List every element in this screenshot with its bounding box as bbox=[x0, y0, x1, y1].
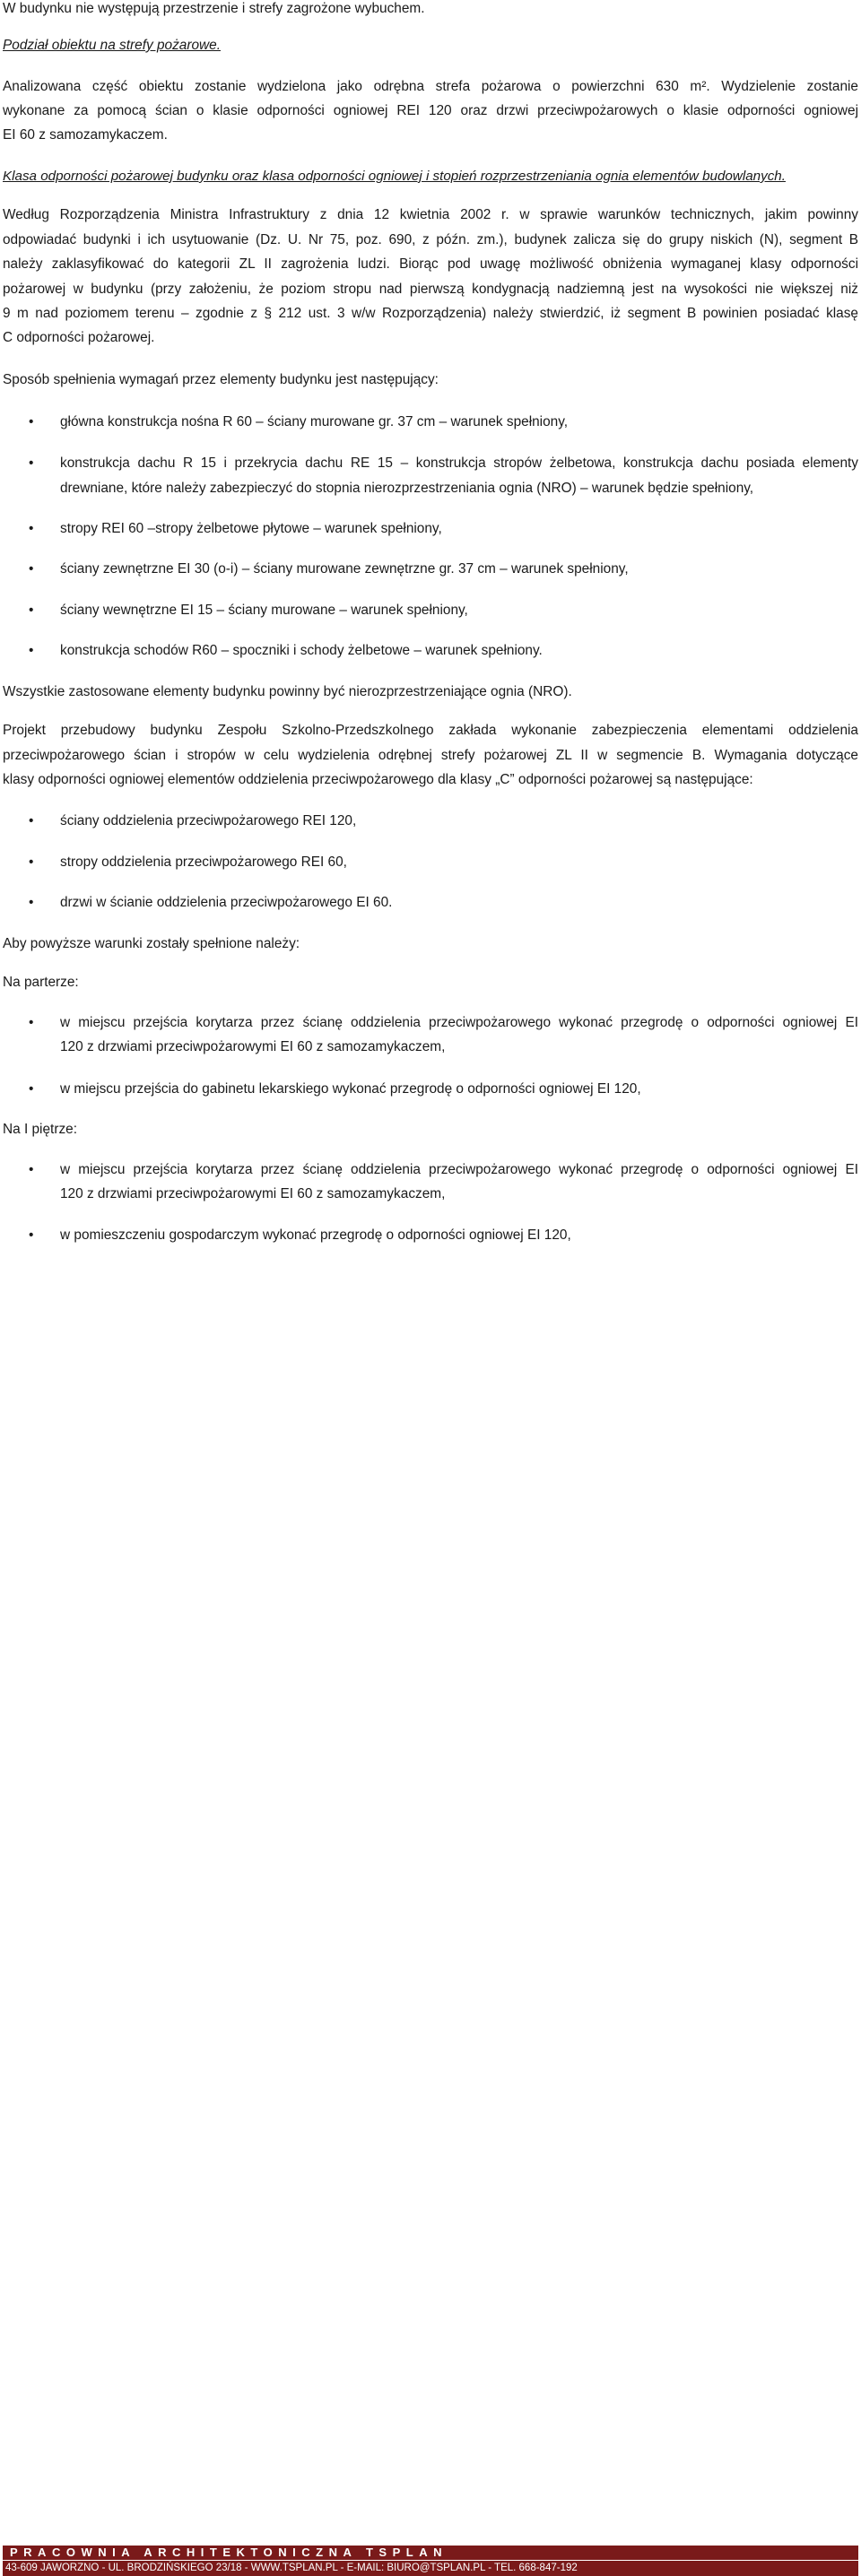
paragraph-regulation-line-2: odpowiadać budynki i ich usytuowanie (Dz. U. Nr 75, poz. 690, z późn. zm.), budynek zalicza się do grupy niskich (N), segment B bbox=[3, 232, 858, 247]
bullet-icon: • bbox=[29, 1227, 34, 1243]
label-first-floor: Na I piętrze: bbox=[3, 1122, 77, 1137]
list-item-separation-ceilings: stropy oddzielenia przeciwpożarowego REI 60, bbox=[60, 854, 347, 870]
list-item-medical-office: w miejscu przejścia do gabinetu lekarskiego wykonać przegrodę o odporności ogniowej EI 120, bbox=[60, 1081, 641, 1097]
bullet-icon: • bbox=[29, 561, 34, 577]
paragraph-regulation-line-4: pożarowej w budynku (przy założeniu, że poziom stropu nad pierwszą kondygnacją nadziemną jest na wysokości nie większej niż bbox=[3, 282, 858, 297]
paragraph-regulation-line-1: Według Rozporządzenia Ministra Infrastruktury z dnia 12 kwietnia 2002 r. w sprawie warunków technicznych, jakim powinny bbox=[3, 207, 858, 222]
bullet-icon: • bbox=[29, 1081, 34, 1097]
list-item-internal-walls: ściany wewnętrzne EI 15 – ściany murowane – warunek spełniony, bbox=[60, 603, 468, 618]
list-item-external-walls: ściany zewnętrzne EI 30 (o-i) – ściany murowane zewnętrzne gr. 37 cm – warunek spełniony, bbox=[60, 561, 629, 577]
bullet-icon: • bbox=[29, 603, 34, 618]
list-item-ground-corridor-line-1: w miejscu przejścia korytarza przez ścianę oddzielenia przeciwpożarowego wykonać przegrodę o odporności ogniowej EI bbox=[60, 1015, 858, 1030]
list-item-separation-doors: drzwi w ścianie oddzielenia przeciwpożarowego EI 60. bbox=[60, 895, 393, 910]
paragraph-regulation-line-5: 9 m nad poziomem terenu – zgodnie z § 212 ust. 3 w/w Rozporządzenia) należy stwierdzić, iż segment B powinien posiadać klasę bbox=[3, 306, 858, 321]
paragraph-zone-line-2: wykonane za pomocą ścian o klasie odporności ogniowej REI 120 oraz drzwi przeciwpożarowych o klasie odporności ogniowej bbox=[3, 103, 858, 118]
list-item-roof-structure-line-2: drewniane, które należy zabezpieczyć do stopnia nierozprzestrzeniania ognia (NRO) – warunek będzie spełniony, bbox=[60, 481, 754, 496]
heading-fire-resistance-class: Klasa odporności pożarowej budynku oraz klasa odporności ogniowej i stopień rozprzestrzeniania ognia elementów budowlanych. bbox=[3, 169, 786, 184]
bullet-icon: • bbox=[29, 1162, 34, 1177]
list-item-roof-structure-line-1: konstrukcja dachu R 15 i przekrycia dachu RE 15 – konstrukcja stropów żelbetowa, konstrukcja dachu posiada elementy bbox=[60, 455, 858, 471]
paragraph-regulation-line-6: C odporności pożarowej. bbox=[3, 330, 155, 345]
bullet-icon: • bbox=[29, 521, 34, 536]
footer-company-name: PRACOWNIA ARCHITEKTONICZNA TSPLAN bbox=[3, 2546, 858, 2560]
label-ground-floor: Na parterze: bbox=[3, 975, 79, 990]
heading-fire-zones: Podział obiektu na strefy pożarowe. bbox=[3, 38, 221, 53]
paragraph-project-line-1: Projekt przebudowy budynku Zespołu Szkolno-Przedszkolnego zakłada wykonanie zabezpieczenia elementami oddzielenia bbox=[3, 723, 858, 738]
page-footer bbox=[0, 1272, 861, 2573]
bullet-icon: • bbox=[29, 854, 34, 870]
list-item-utility-room: w pomieszczeniu gospodarczym wykonać przegrodę o odporności ogniowej EI 120, bbox=[60, 1227, 571, 1243]
list-item-main-structure: główna konstrukcja nośna R 60 – ściany murowane gr. 37 cm – warunek spełniony, bbox=[60, 414, 569, 429]
bullet-icon: • bbox=[29, 813, 34, 828]
paragraph-nro: Wszystkie zastosowane elementy budynku powinny być nierozprzestrzeniające ognia (NRO). bbox=[3, 684, 572, 699]
footer-contact-info: 43-609 JAWORZNO - UL. BRODZIŃSKIEGO 23/18 - WWW.TSPLAN.PL - E-MAIL: BIURO@TSPLAN.PL - TEL. 668-847-192 bbox=[3, 2561, 858, 2576]
paragraph-requirements-intro: Sposób spełnienia wymagań przez elementy budynku jest następujący: bbox=[3, 372, 439, 387]
paragraph-regulation-line-3: należy zaklasyfikować do kategorii ZL II zagrożenia ludzi. Biorąc pod uwagę możliwość obniżenia wymaganej klasy odporności bbox=[3, 256, 858, 272]
bullet-icon: • bbox=[29, 1015, 34, 1030]
paragraph-no-explosion-zones: W budynku nie występują przestrzenie i strefy zagrożone wybuchem. bbox=[3, 1, 425, 16]
paragraph-project-line-2: przeciwpożarowego ścian i stropów w celu wydzielenia odrębnej strefy pożarowej ZL II w segmencie B. Wymagania dotyczące bbox=[3, 748, 858, 763]
bullet-icon: • bbox=[29, 455, 34, 471]
bullet-icon: • bbox=[29, 895, 34, 910]
list-item-stairs: konstrukcja schodów R60 – spoczniki i schody żelbetowe – warunek spełniony. bbox=[60, 643, 543, 658]
paragraph-zone-line-3: EI 60 z samozamykaczem. bbox=[3, 127, 168, 143]
paragraph-project-line-3: klasy odporności ogniowej elementów oddzielenia przeciwpożarowego dla klasy „C” odporności pożarowej są następujące: bbox=[3, 772, 753, 787]
list-item-separation-walls: ściany oddzielenia przeciwpożarowego REI 120, bbox=[60, 813, 357, 828]
paragraph-zone-line-1: Analizowana część obiektu zostanie wydzielona jako odrębna strefa pożarowa o powierzchni 630 m². Wydzielenie zostanie bbox=[3, 79, 858, 94]
paragraph-conditions: Aby powyższe warunki zostały spełnione należy: bbox=[3, 936, 300, 951]
bullet-icon: • bbox=[29, 414, 34, 429]
list-item-ground-corridor-line-2: 120 z drzwiami przeciwpożarowymi EI 60 z samozamykaczem, bbox=[60, 1039, 446, 1054]
list-item-first-corridor-line-1: w miejscu przejścia korytarza przez ścianę oddzielenia przeciwpożarowego wykonać przegrodę o odporności ogniowej EI bbox=[60, 1162, 858, 1177]
list-item-first-corridor-line-2: 120 z drzwiami przeciwpożarowymi EI 60 z samozamykaczem, bbox=[60, 1186, 446, 1201]
bullet-icon: • bbox=[29, 643, 34, 658]
list-item-ceilings: stropy REI 60 –stropy żelbetowe płytowe – warunek spełniony, bbox=[60, 521, 442, 536]
